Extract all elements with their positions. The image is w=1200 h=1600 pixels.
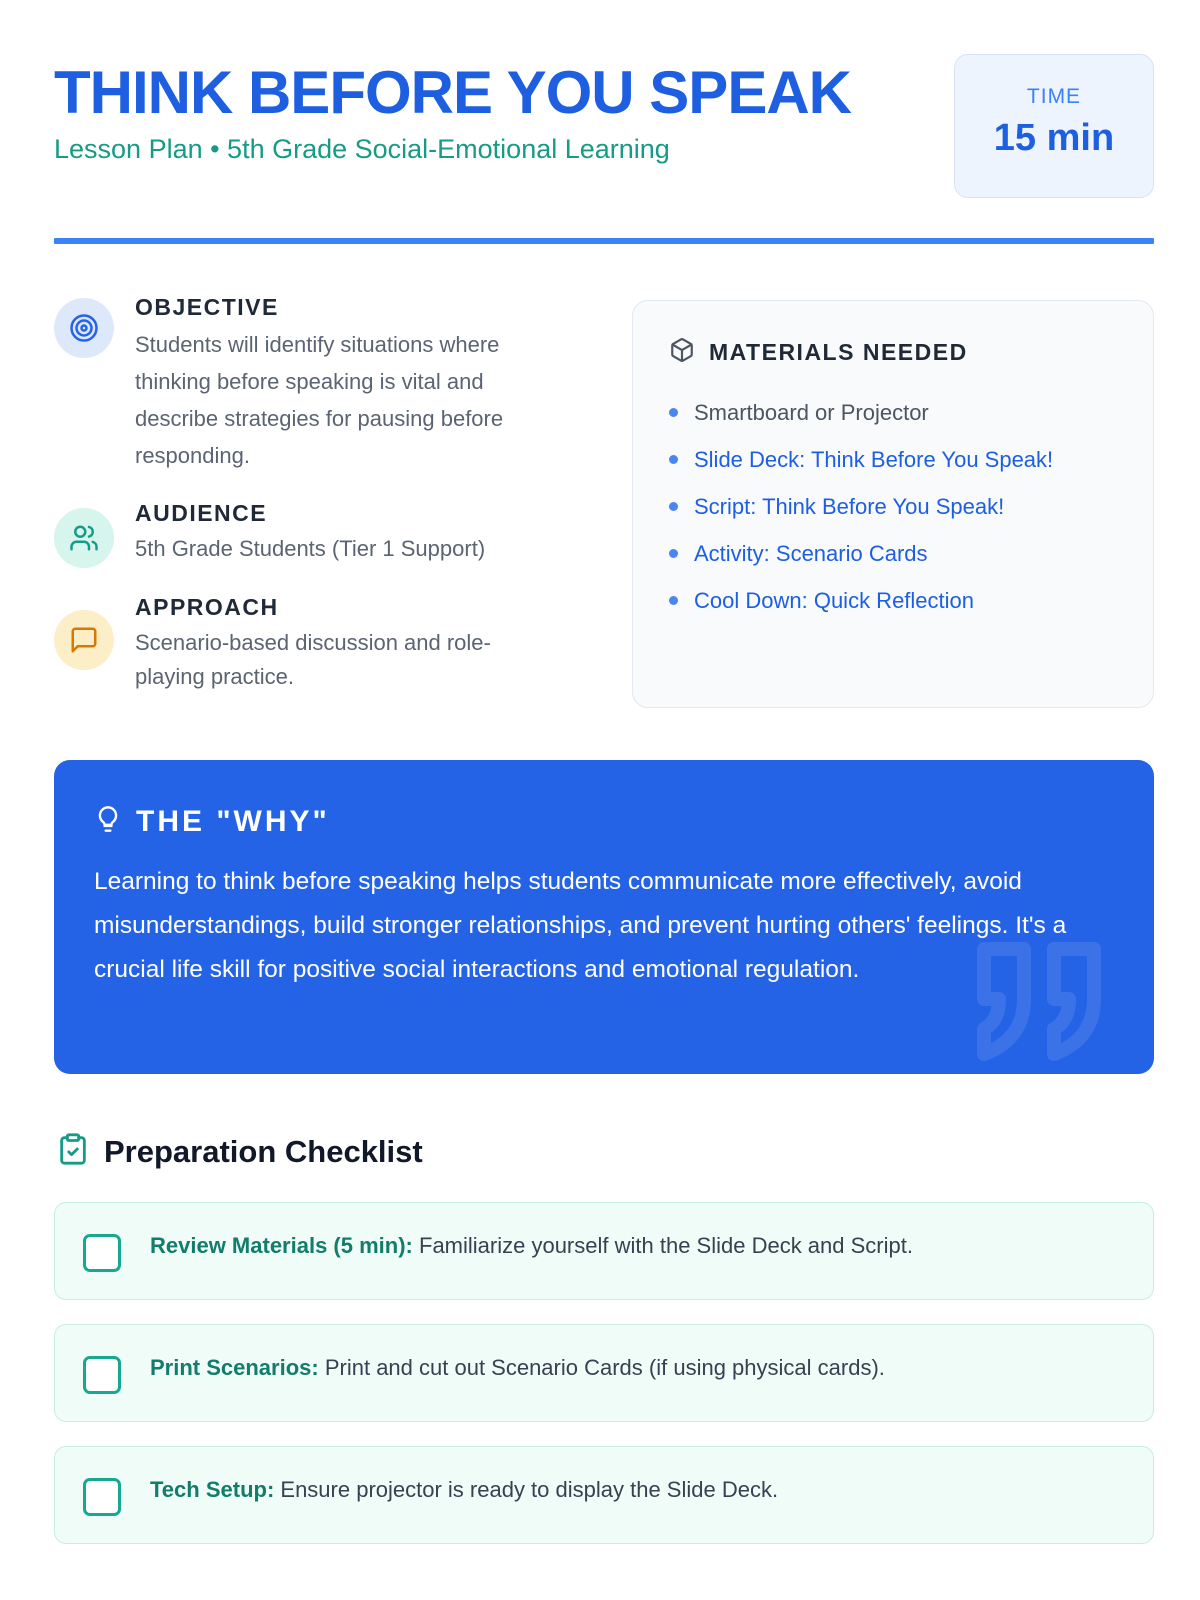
material-link-slide-deck[interactable]: Slide Deck: Think Before You Speak! [694, 446, 1054, 472]
message-square-icon [54, 610, 114, 670]
clipboard-check-icon [56, 1130, 90, 1173]
material-link-script[interactable]: Script: Think Before You Speak! [694, 493, 1005, 519]
checklist-item-description: Ensure projector is ready to display the Slide Deck. [280, 1477, 779, 1502]
approach-section [54, 594, 554, 698]
materials-list [669, 389, 1053, 624]
page-subtitle: Lesson Plan • 5th Grade Social-Emotional Learning [54, 134, 670, 164]
objective-text: Students will identify situations where thinking before speaking is vital and describe strategies for pausing before responding. [135, 332, 504, 468]
lightbulb-icon [94, 804, 122, 839]
time-badge [954, 54, 1154, 198]
why-text: Learning to think before speaking helps students communicate more effectively, avoid misunderstandings, build stronger relationships, and prevent hurting others' feelings. It's a crucial life skill for positive social interactions and emotional regulation. [94, 868, 1067, 983]
list-item [669, 483, 1053, 530]
checklist-item [54, 1324, 1154, 1422]
bullet [669, 455, 678, 464]
target-icon [54, 298, 114, 358]
why-callout [54, 760, 1154, 1074]
approach-text: Scenario-based discussion and role-playing practice. [135, 630, 491, 689]
quote-icon [954, 929, 1124, 1074]
package-icon [669, 337, 695, 368]
time-label: TIME [1026, 85, 1082, 108]
audience-text: 5th Grade Students (Tier 1 Support) [135, 536, 486, 561]
users-icon [54, 508, 114, 568]
page-title: THINK BEFORE YOU SPEAK [54, 59, 851, 126]
checklist-item-label: Tech Setup: [150, 1477, 275, 1502]
checklist-item-label: Print Scenarios: [150, 1355, 319, 1380]
material-link-cool-down[interactable]: Cool Down: Quick Reflection [694, 587, 975, 613]
header [54, 54, 1154, 204]
checklist-header [56, 1130, 423, 1173]
materials-header [669, 337, 968, 368]
checklist-item-text [150, 1233, 913, 1259]
objective-title: OBJECTIVE [135, 294, 279, 320]
checklist-item-text [150, 1477, 778, 1503]
checklist-title: Preparation Checklist [104, 1133, 423, 1169]
bullet [669, 596, 678, 605]
list-item [669, 530, 1053, 577]
audience-title: AUDIENCE [135, 500, 268, 526]
bullet [669, 502, 678, 511]
materials-title: MATERIALS NEEDED [709, 339, 968, 365]
bullet [669, 408, 678, 417]
header-divider [54, 238, 1154, 244]
checkbox[interactable] [83, 1234, 121, 1272]
why-header [94, 804, 330, 839]
checkbox[interactable] [83, 1478, 121, 1516]
list-item [669, 389, 1053, 436]
bullet [669, 549, 678, 558]
list-item [669, 436, 1053, 483]
checkbox[interactable] [83, 1356, 121, 1394]
objective-section [54, 294, 554, 478]
checklist-item-description: Familiarize yourself with the Slide Deck and Script. [419, 1233, 913, 1258]
audience-section [54, 500, 554, 574]
material-text: Smartboard or Projector [694, 399, 929, 425]
checklist-item [54, 1202, 1154, 1300]
checklist-item-text [150, 1355, 885, 1381]
checklist-item-label: Review Materials (5 min): [150, 1233, 413, 1258]
checklist-item [54, 1446, 1154, 1544]
checklist-item-description: Print and cut out Scenario Cards (if using physical cards). [324, 1355, 885, 1380]
approach-title: APPROACH [135, 594, 279, 620]
material-link-scenario-cards[interactable]: Activity: Scenario Cards [694, 540, 928, 566]
materials-card [632, 300, 1154, 708]
time-value: 15 min [993, 117, 1115, 159]
list-item [669, 577, 1053, 624]
why-title: THE "WHY" [136, 804, 330, 838]
